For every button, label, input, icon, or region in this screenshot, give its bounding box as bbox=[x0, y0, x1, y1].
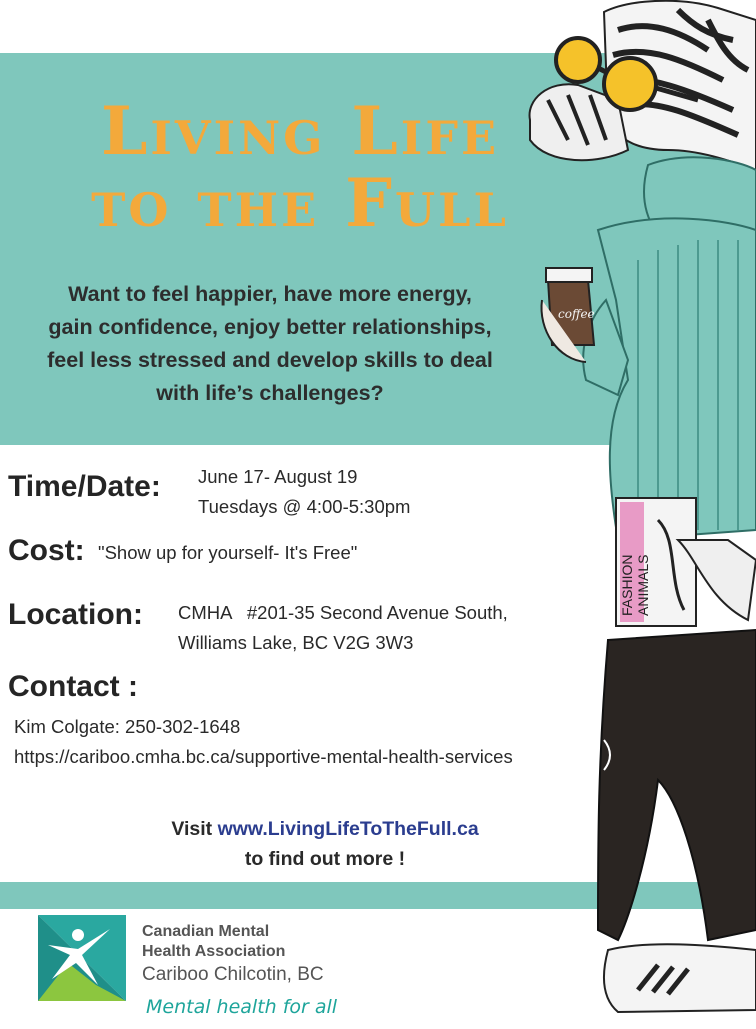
cost-value: "Show up for yourself- It's Free" bbox=[98, 542, 358, 563]
zebra-illustration bbox=[508, 0, 756, 1024]
time-date-value-dates: June 17- August 19 bbox=[198, 466, 358, 487]
magazine-title-line2: ANIMALS bbox=[635, 554, 651, 616]
location-label: Location: bbox=[8, 598, 143, 631]
location-address-line2: Williams Lake, BC V2G 3W3 bbox=[178, 632, 414, 653]
organization-name bbox=[142, 922, 324, 988]
cup-label: coffee bbox=[558, 307, 595, 321]
visit-message bbox=[100, 814, 550, 874]
time-date-label: Time/Date: bbox=[8, 470, 161, 503]
time-date-value-times: Tuesdays @ 4:00-5:30pm bbox=[198, 496, 411, 517]
contact-url-link[interactable]: https://cariboo.cmha.bc.ca/supportive-mental-health-services bbox=[14, 746, 513, 767]
contact-person: Kim Colgate: 250-302-1648 bbox=[14, 716, 241, 737]
cmha-logo-icon bbox=[38, 915, 126, 1001]
intro-line: feel less stressed and develop skills to deal bbox=[47, 348, 493, 372]
contact-label: Contact : bbox=[8, 670, 138, 703]
org-tagline: Mental health for all bbox=[146, 996, 338, 1018]
website-link[interactable]: www.LivingLifeToTheFull.ca bbox=[217, 818, 479, 840]
cost-label: Cost: bbox=[8, 534, 85, 567]
page-title-line1: Living Life bbox=[100, 92, 500, 170]
visit-prefix: Visit bbox=[171, 818, 218, 840]
page-title-line2: to the Full bbox=[91, 164, 509, 242]
magazine-title-line1: FASHION bbox=[619, 554, 635, 616]
org-name-line2: Health Association bbox=[142, 943, 286, 960]
intro-line: gain confidence, enjoy better relationships, bbox=[48, 315, 492, 339]
location-address-line1: CMHA #201-35 Second Avenue South, bbox=[178, 602, 508, 623]
visit-line2: to find out more ! bbox=[244, 848, 406, 870]
intro-line: Want to feel happier, have more energy, bbox=[68, 282, 472, 306]
org-name-line1: Canadian Mental bbox=[142, 923, 270, 940]
intro-question bbox=[10, 278, 530, 410]
org-region: Cariboo Chilcotin, BC bbox=[142, 964, 324, 985]
intro-line: with life’s challenges? bbox=[156, 381, 384, 405]
